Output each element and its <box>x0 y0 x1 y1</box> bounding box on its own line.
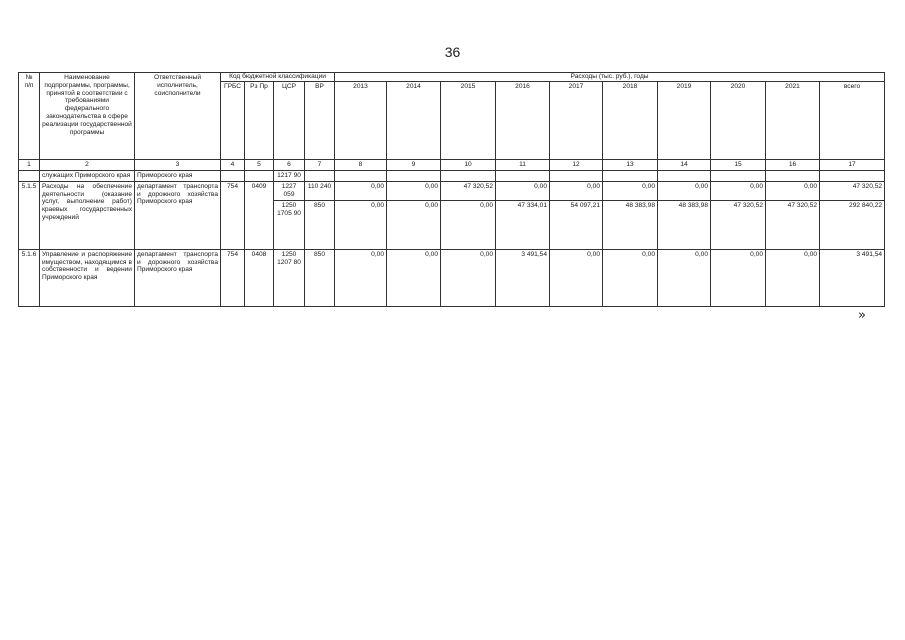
col-num: 1 <box>19 160 40 171</box>
row-value: 47 320,52 <box>820 181 885 200</box>
row-value: 0,00 <box>658 249 711 306</box>
table-row <box>19 181 885 200</box>
row-value <box>441 171 496 182</box>
header-vr: ВР <box>305 81 335 159</box>
table-row <box>19 249 885 306</box>
header-total: всего <box>820 81 885 159</box>
row-name: Расходы на обеспечение деятельности (оказание услуг, выполнение работ) краевых государственных учреждений <box>40 181 135 249</box>
row-grbs: 754 <box>221 249 245 306</box>
col-num: 11 <box>496 160 550 171</box>
row-value: 47 320,52 <box>441 181 496 200</box>
row-value: 0,00 <box>603 249 658 306</box>
col-num: 14 <box>658 160 711 171</box>
row-value: 0,00 <box>550 181 603 200</box>
header-year-2018: 2018 <box>603 81 658 159</box>
row-value: 0,00 <box>441 200 496 249</box>
row-value: 0,00 <box>496 181 550 200</box>
header-budget-code: Код бюджетной классификации <box>221 73 335 82</box>
row-value: 0,00 <box>711 249 766 306</box>
row-value <box>496 171 550 182</box>
row-executor: Приморского края <box>135 171 221 182</box>
row-value: 0,00 <box>387 249 441 306</box>
header-year-2014: 2014 <box>387 81 441 159</box>
row-value <box>387 171 441 182</box>
col-num: 4 <box>221 160 245 171</box>
row-value: 3 491,54 <box>496 249 550 306</box>
row-num: 5.1.5 <box>19 181 40 249</box>
row-grbs: 754 <box>221 181 245 249</box>
row-value: 0,00 <box>658 181 711 200</box>
row-value: 47 320,52 <box>711 200 766 249</box>
row-value: 47 334,01 <box>496 200 550 249</box>
column-numbers-row <box>19 160 885 171</box>
col-num: 2 <box>40 160 135 171</box>
header-expenses: Расходы (тыс. руб.), годы <box>335 73 885 82</box>
row-vr: 110 240 <box>305 181 335 200</box>
row-csr: 1227 059 <box>274 181 305 200</box>
row-value: 0,00 <box>335 249 387 306</box>
col-num: 6 <box>274 160 305 171</box>
header-rzpr: Рз Пр <box>245 81 274 159</box>
row-value: 0,00 <box>335 181 387 200</box>
header-csr: ЦСР <box>274 81 305 159</box>
row-vr: 850 <box>305 249 335 306</box>
row-csr: 1250 1207 80 <box>274 249 305 306</box>
col-num: 17 <box>820 160 885 171</box>
header-grbs: ГРБС <box>221 81 245 159</box>
row-value <box>658 171 711 182</box>
row-value: 0,00 <box>441 249 496 306</box>
header-year-2017: 2017 <box>550 81 603 159</box>
row-value <box>820 171 885 182</box>
row-value: 0,00 <box>335 200 387 249</box>
row-value: 292 840,22 <box>820 200 885 249</box>
row-name: служащих Приморского края <box>40 171 135 182</box>
row-value <box>603 171 658 182</box>
row-value: 48 383,98 <box>603 200 658 249</box>
row-executor: департамент транспорта и дорожного хозяйства Приморского края <box>135 249 221 306</box>
row-value <box>335 171 387 182</box>
col-num: 5 <box>245 160 274 171</box>
col-num: 16 <box>766 160 820 171</box>
col-num: 15 <box>711 160 766 171</box>
row-rzpr <box>245 171 274 182</box>
col-num: 8 <box>335 160 387 171</box>
header-name: Наименование подпрограммы, программы, принятой в соответствии с требованиями федерального законодательства в сфере реализации государственной программы <box>40 73 135 160</box>
row-value: 3 491,54 <box>820 249 885 306</box>
col-num: 9 <box>387 160 441 171</box>
row-value: 48 383,98 <box>658 200 711 249</box>
header-year-2021: 2021 <box>766 81 820 159</box>
row-value: 54 097,21 <box>550 200 603 249</box>
row-name: Управление и распоряжение имуществом, находящимся в собственности и ведении Приморского края <box>40 249 135 306</box>
col-num: 12 <box>550 160 603 171</box>
row-value: 0,00 <box>766 249 820 306</box>
row-num <box>19 171 40 182</box>
header-year-2020: 2020 <box>711 81 766 159</box>
header-year-2019: 2019 <box>658 81 711 159</box>
row-value: 0,00 <box>387 200 441 249</box>
row-csr: 1217 90 <box>274 171 305 182</box>
row-rzpr: 0409 <box>245 181 274 249</box>
header-executor: Ответственный исполнитель, соисполнители <box>135 73 221 160</box>
row-value: 47 320,52 <box>766 200 820 249</box>
row-value: 0,00 <box>711 181 766 200</box>
col-num: 7 <box>305 160 335 171</box>
row-grbs <box>221 171 245 182</box>
row-value: 0,00 <box>766 181 820 200</box>
header-year-2015: 2015 <box>441 81 496 159</box>
row-value: 0,00 <box>387 181 441 200</box>
row-vr: 850 <box>305 200 335 249</box>
row-value: 0,00 <box>603 181 658 200</box>
closing-quote-mark: » <box>858 308 866 323</box>
col-num: 3 <box>135 160 221 171</box>
page-number: 36 <box>444 44 461 60</box>
header-year-2013: 2013 <box>335 81 387 159</box>
header-year-2016: 2016 <box>496 81 550 159</box>
row-csr: 1250 1705 90 <box>274 200 305 249</box>
col-num: 13 <box>603 160 658 171</box>
row-rzpr: 0408 <box>245 249 274 306</box>
header-num-text: № п/п <box>24 74 34 89</box>
row-value <box>711 171 766 182</box>
row-value <box>766 171 820 182</box>
row-num: 5.1.6 <box>19 249 40 306</box>
row-value <box>550 171 603 182</box>
row-value: 0,00 <box>550 249 603 306</box>
row-executor: департамент транспорта и дорожного хозяйства Приморского края <box>135 181 221 249</box>
table-row <box>19 171 885 182</box>
budget-table <box>18 72 885 307</box>
row-vr <box>305 171 335 182</box>
header-num <box>19 73 40 160</box>
col-num: 10 <box>441 160 496 171</box>
